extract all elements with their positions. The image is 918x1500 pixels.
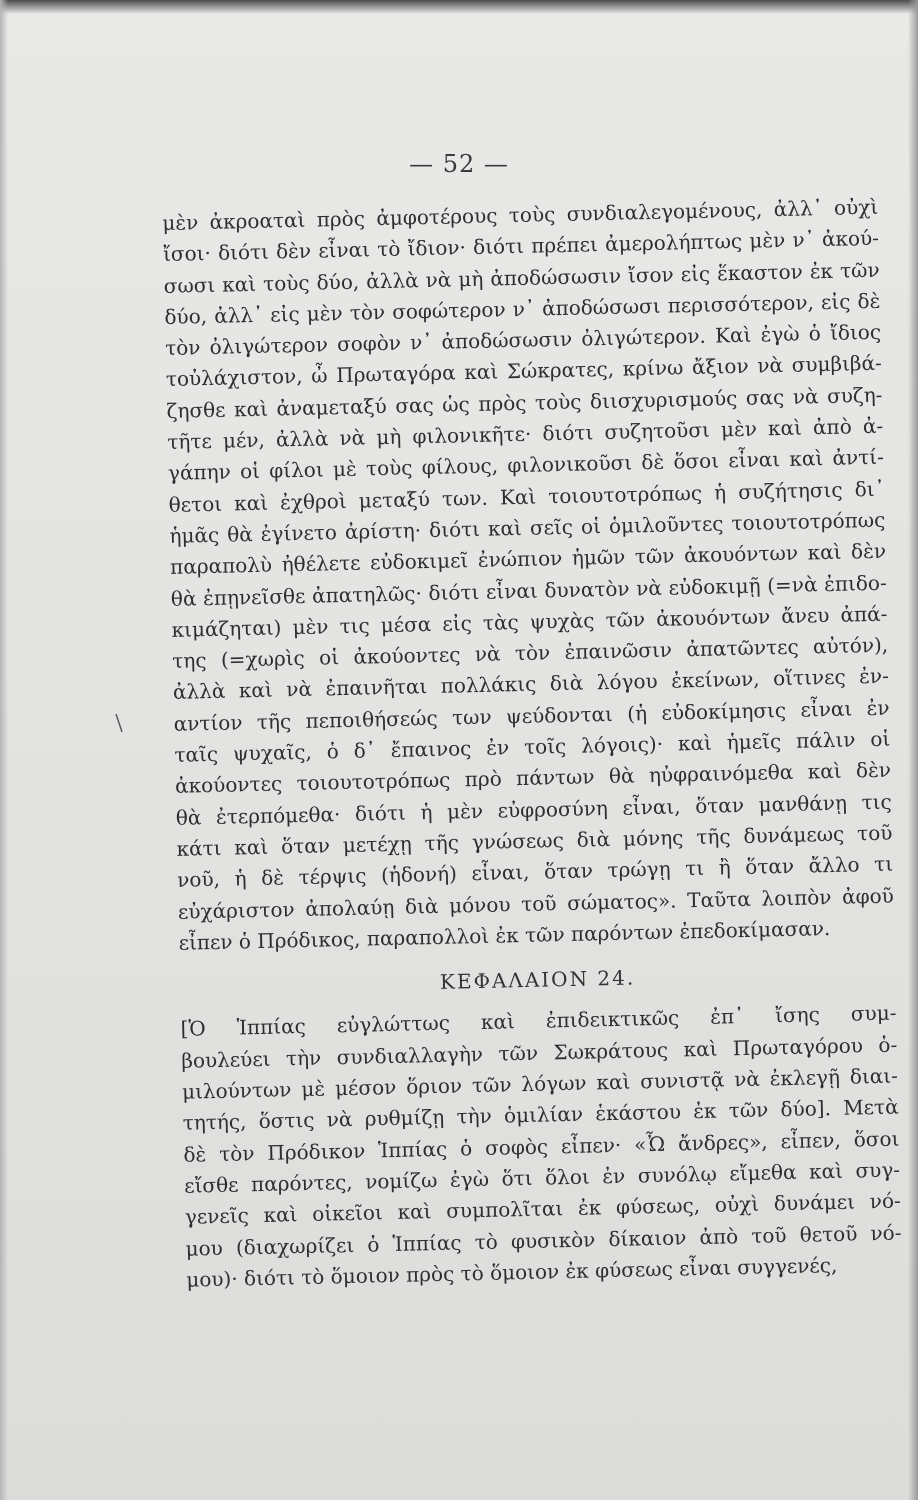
text-line: κιμάζηται) μὲν τις μέσα εἰς τὰς ψυχὰς τῶν ἀκουόντων ἄνευ ἀπά-	[171, 601, 888, 642]
top-edge-shadow	[0, 0, 918, 14]
text-block	[162, 192, 903, 1296]
right-edge-shadow	[908, 0, 918, 1500]
text-line: αντίον τῆς πεποιθήσεώς των ψεύδονται (ἡ εὐδοκίμησις εἶναι ἐν	[173, 695, 890, 736]
text-line: ζησθε καὶ ἀναμεταξύ σας ὡς πρὸς τοὺς διισχυρισμούς σας νὰ συζη-	[166, 382, 883, 423]
text-line: βουλεύει τὴν συνδιαλλαγὴν τῶν Σωκράτους καὶ Πρωταγόρου ὁ-	[181, 1032, 898, 1073]
text-line: μὲν ἀκροαταὶ πρὸς ἀμφοτέρους τοὺς συνδιαλεγομένους, ἀλλ᾽ οὐχὶ	[162, 194, 879, 235]
text-line: εἴσθε παρόντες, νομίζω ἐγὼ ὅτι ὅλοι ἐν συνόλῳ εἴμεθα καὶ συγ-	[183, 1157, 901, 1198]
text-line: ἴσοι· διότι δὲν εἶναι τὸ ἴδιον· διότι πρέπει ἀμερολήπτως μὲν ν᾽ ἀκού-	[162, 226, 880, 267]
text-line: τὸν ὀλιγώτερον σοφὸν ν᾽ ἀποδώσωσιν ὀλιγώτερον. Καὶ ἐγὼ ὁ ἴδιος	[164, 319, 882, 361]
text-line: μου)· διότι τὸ ὅμοιον πρὸς τὸ ὅμοιον ἐκ φύσεως εἶναι συγγενές,	[186, 1252, 838, 1292]
text-line: της (=χωρὶς οἱ ἀκούοντες νὰ τὸν ἐπαινῶσιν ἀπατῶντες αὐτόν),	[172, 632, 889, 674]
text-line: τῆτε μέν, ἀλλὰ νὰ μὴ φιλονικῆτε· διότι συζητοῦσι μὲν καὶ ἀπὸ ἀ-	[167, 413, 884, 455]
body-paragraph	[162, 192, 895, 959]
page-number: — 52 —	[409, 150, 509, 178]
text-line: ἡμᾶς θὰ ἐγίνετο ἀρίστη· διότι καὶ σεῖς οἱ ὁμιλοῦντες τοιουτοτρόπως	[169, 507, 886, 548]
text-line: τητής, ὅστις νὰ ρυθμίζῃ τὴν ὁμιλίαν ἑκάστου ἐκ τῶν δύο]. Μετὰ	[182, 1094, 899, 1136]
left-edge-shadow	[0, 0, 8, 1500]
text-line: νοῦ, ἡ δὲ τέρψις (ἡδονή) εἶναι, ὅταν τρώγῃ τι ἢ ὅταν ἄλλο τι	[176, 851, 894, 893]
text-line: ταῖς ψυχαῖς, ὁ δ᾽ ἔπαινος ἐν τοῖς λόγοις)· καὶ ἡμεῖς πάλιν οἱ	[174, 726, 891, 767]
text-line: εἶπεν ὁ Πρόδικος, παραπολλοὶ ἐκ τῶν παρόντων ἐπεδοκίμασαν.	[178, 915, 831, 955]
text-line: τοὐλάχιστον, ὦ Πρωταγόρα καὶ Σώκρατες, κρίνω ἄξιον νὰ συμβιβά-	[165, 351, 882, 392]
chapter-paragraph	[180, 998, 902, 1296]
text-line: δὲ τὸν Πρόδικον Ἱππίας ὁ σοφὸς εἶπεν· «Ὦ ἄνδρες», εἶπεν, ὅσοι	[183, 1126, 900, 1167]
margin-mark	[114, 712, 124, 734]
text-line: θὰ ἐτερπόμεθα· διότι ἡ μὲν εὐφροσύνη εἶναι, ὅταν μανθάνῃ τις	[175, 789, 892, 830]
text-line: θὰ ἐπῃνεῖσθε ἀπατηλῶς· διότι εἶναι δυνατὸν νὰ εὐδοκιμῇ (=νὰ ἐπιδο-	[170, 570, 887, 611]
text-line: θετοι καὶ ἐχθροὶ μεταξύ των. Καὶ τοιουτοτρόπως ἡ συζήτησις δι᾽	[168, 476, 885, 517]
text-line: παραπολὺ ἠθέλετε εὐδοκιμεῖ ἐνώπιον ἡμῶν τῶν ἀκουόντων καὶ δὲν	[169, 538, 887, 580]
text-line: κάτι καὶ ὅταν μετέχῃ τῆς γνώσεως διὰ μόνης τῆς δυνάμεως τοῦ	[176, 820, 893, 861]
text-line: σωσι καὶ τοὺς δύο, ἀλλὰ νὰ μὴ ἀποδώσωσιν ἴσον εἰς ἕκαστον ἐκ τῶν	[163, 257, 880, 298]
text-line: ἀλλὰ καὶ νὰ ἐπαινῆται πολλάκις διὰ λόγου ἐκείνων, οἵτινες ἐν-	[172, 664, 890, 705]
text-line: δύο, ἀλλ᾽ εἰς μὲν τὸν σοφώτερον ν᾽ ἀποδώσωσι περισσότερον, εἰς δὲ	[164, 288, 881, 329]
text-line: εὐχάριστον ἀπολαύῃ διὰ μόνου τοῦ σώματος». Ταῦτα λοιπὸν ἀφοῦ	[177, 883, 895, 924]
text-line: μου (διαχωρίζει ὁ Ἱππίας τὸ φυσικὸν δίκαιον ἀπὸ τοῦ θετοῦ νό-	[185, 1219, 902, 1261]
text-line: [Ὁ Ἱππίας εὐγλώττως καὶ ἐπιδεικτικῶς ἐπ᾽ ἴσης συμ-	[180, 1000, 897, 1042]
text-line: μιλούντων μὲ μέσον ὅριον τῶν λόγων καὶ συνιστᾷ νὰ ἐκλεγῇ διαι-	[181, 1063, 899, 1104]
text-line: γάπην οἱ φίλοι μὲ τοὺς φίλους, φιλονικοῦσι δὲ ὅσοι εἶναι καὶ ἀντί-	[167, 445, 885, 486]
text-line: γενεῖς καὶ οἰκεῖοι καὶ συμπολῖται ἐκ φύσεως, οὐχὶ δυνάμει νό-	[184, 1188, 901, 1229]
text-line: ἀκούοντες τοιουτοτρόπως πρὸ πάντων θὰ ηὐφραινόμεθα καὶ δὲν	[174, 757, 892, 799]
chapter-heading: ΚΕΦΑΛΑΙΟΝ 24.	[439, 965, 636, 995]
